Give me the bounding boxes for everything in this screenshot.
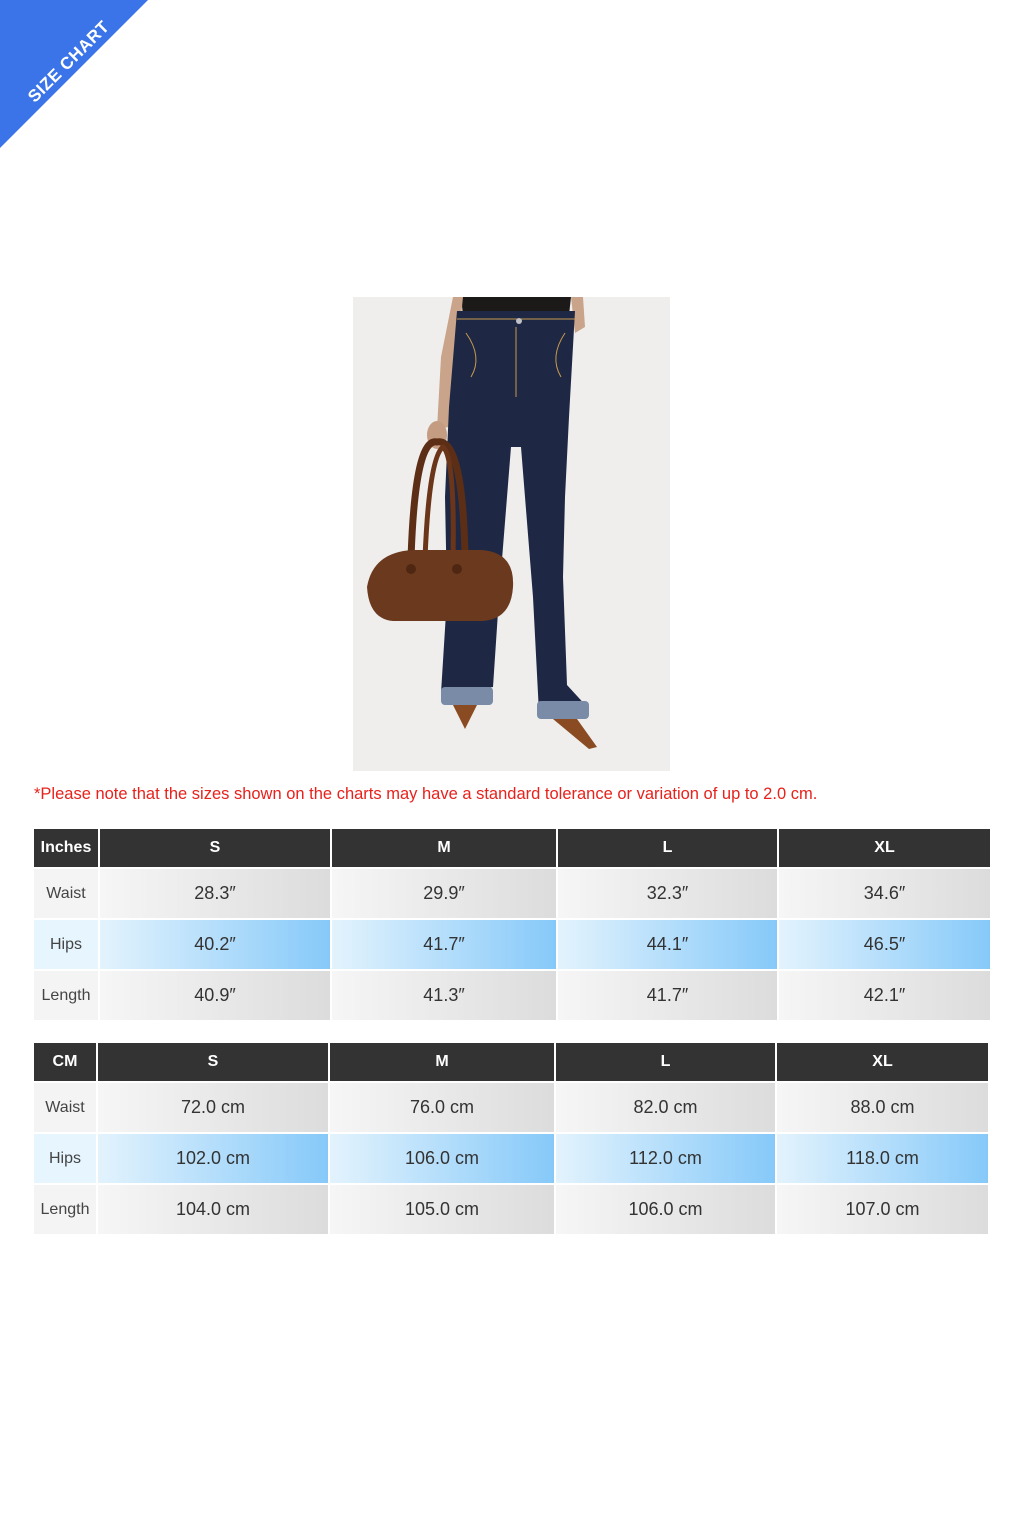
table-cell: 102.0 cm (98, 1134, 328, 1183)
table-cell: 34.6″ (779, 869, 990, 918)
table-cell: 104.0 cm (98, 1185, 328, 1234)
ribbon-triangle (0, 0, 150, 150)
table-cell: 41.3″ (332, 971, 556, 1020)
size-header-xl: XL (779, 829, 990, 867)
table-row-waist (34, 1083, 988, 1132)
cm-size-table (32, 1041, 990, 1236)
table-cell: 32.3″ (558, 869, 777, 918)
product-photo (353, 297, 670, 771)
table-row-hips (34, 920, 990, 969)
table-cell: 112.0 cm (556, 1134, 775, 1183)
table-row-length (34, 1185, 988, 1234)
row-label: Waist (34, 1083, 96, 1132)
row-label: Waist (34, 869, 98, 918)
table-cell: 46.5″ (779, 920, 990, 969)
ribbon-label: SIZE CHART (24, 17, 114, 107)
table-cell: 88.0 cm (777, 1083, 988, 1132)
table-header-row (34, 1043, 988, 1081)
tolerance-note: *Please note that the sizes shown on the charts may have a standard tolerance or variation of up to 2.0 cm. (34, 785, 818, 803)
table-cell: 40.2″ (100, 920, 330, 969)
table-cell: 41.7″ (332, 920, 556, 969)
table-cell: 105.0 cm (330, 1185, 554, 1234)
table-header-row (34, 829, 990, 867)
size-header-xl: XL (777, 1043, 988, 1081)
size-chart-ribbon (0, 0, 150, 150)
size-header-s: S (100, 829, 330, 867)
table-cell: 42.1″ (779, 971, 990, 1020)
table-cell: 106.0 cm (556, 1185, 775, 1234)
row-label: Hips (34, 1134, 96, 1183)
unit-header: Inches (34, 829, 98, 867)
size-header-m: M (332, 829, 556, 867)
table-row-waist (34, 869, 990, 918)
unit-header: CM (34, 1043, 96, 1081)
table-cell: 72.0 cm (98, 1083, 328, 1132)
table-cell: 44.1″ (558, 920, 777, 969)
inches-size-table (32, 827, 992, 1022)
size-header-l: L (558, 829, 777, 867)
table-cell: 40.9″ (100, 971, 330, 1020)
row-label: Hips (34, 920, 98, 969)
table-cell: 106.0 cm (330, 1134, 554, 1183)
table-cell: 107.0 cm (777, 1185, 988, 1234)
table-row-length (34, 971, 990, 1020)
table-cell: 118.0 cm (777, 1134, 988, 1183)
table-cell: 28.3″ (100, 869, 330, 918)
table-row-hips (34, 1134, 988, 1183)
size-header-s: S (98, 1043, 328, 1081)
size-header-l: L (556, 1043, 775, 1081)
table-cell: 41.7″ (558, 971, 777, 1020)
row-label: Length (34, 1185, 96, 1234)
table-cell: 82.0 cm (556, 1083, 775, 1132)
table-cell: 29.9″ (332, 869, 556, 918)
row-label: Length (34, 971, 98, 1020)
table-cell: 76.0 cm (330, 1083, 554, 1132)
size-header-m: M (330, 1043, 554, 1081)
